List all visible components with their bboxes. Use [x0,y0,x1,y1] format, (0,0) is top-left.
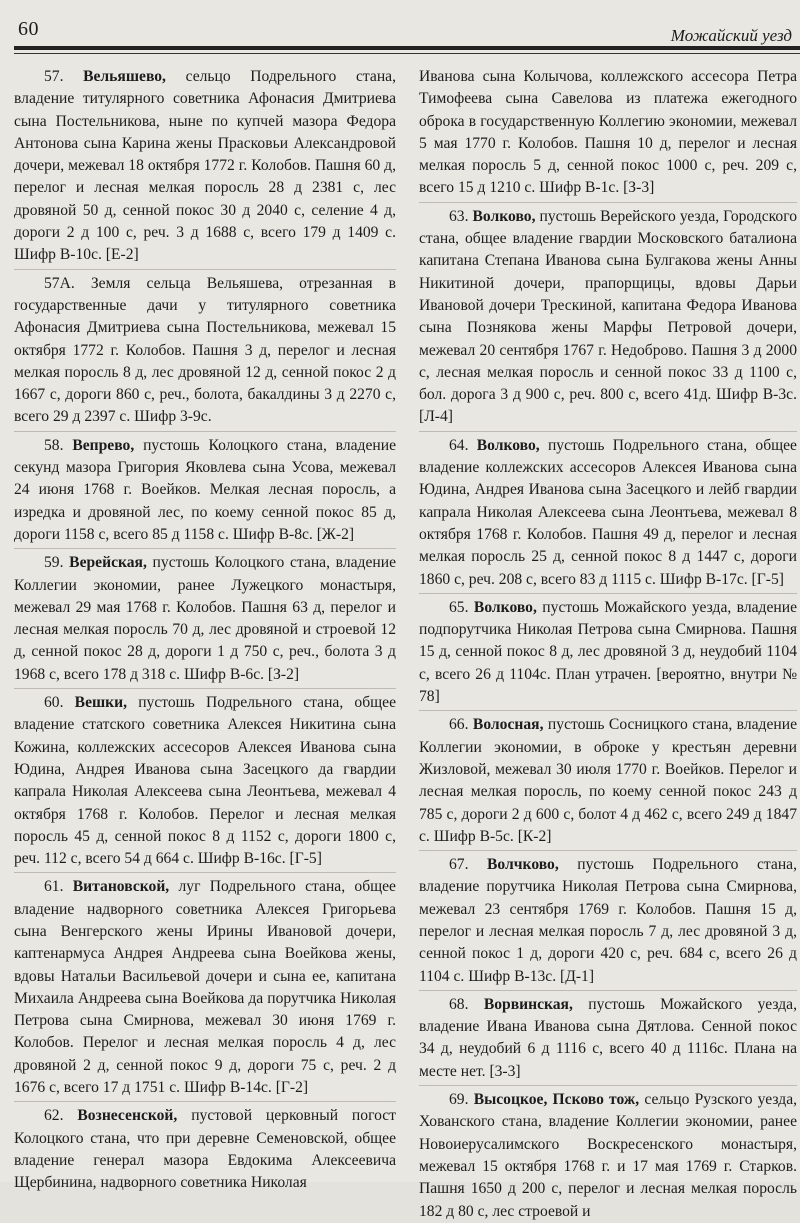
entry-number: 57. [44,68,64,85]
entry-text: пустошь Верейского уезда, Городского стана, общее владение гвардии Московского баталиона капитана Степана Иванова сына Булгакова жены Анны Никитиной дочери, прапорщицы, вдовы Дарьи Ивановой дочери Трескиной, капитана Федора Иванова сына Познякова жены Марфы Петровой дочери, межевал 20 сентября 1767 г. Недоброво. Пашня 3 д 2000 с, лесная мелкая поросль и сенной покос 33 д 1100 с, бол. дорога 3 д 900 с, реч. 800 с, всего 41д. Шифр В-3с. [Л-4] [419,207,798,426]
place-name: Ворвинская, [483,995,573,1013]
place-name: Вознесенской, [77,1107,178,1125]
place-name: Волково, [472,207,536,225]
catalog-entry [419,435,797,591]
entry-separator [14,688,396,689]
entry-separator [14,431,396,432]
entry-text: Земля сельца Вельяшева, отрезанная в государственные дачи у титулярного советника Афонасия Дмитриева сына Постельникова, межевал 15 октября 1772 г. Колобов. Пашня 3 д, перелог и лесная мелкая поросль 8 д, лес дровяной 12 д, сенной покос 2 д 1667 с, дороги 860 с, реч., болота, бакалдины 3 д 2270 с, всего 29 д 2397 с. Шифр 3-9с. [14,274,396,426]
entry-separator [14,548,396,549]
entry-separator [419,710,797,711]
entry-text: пустошь Подрельного стана, общее владение статского советника Алексея Никитина сына Кожина, коллежских ассесоров Алексея Иванова сына Юдина, Андрея Иванова сына Засецкого да гвардии капрала Николая Алексеева сына Леонтьева, межевал 4 октября 1768 г. Колобов. Перелог и лесная мелкая поросль 45 д, сенной покос 8 д 1152 с, дороги 1800 с, реч. 112 с, всего 54 д 664 с. Шифр В-16с. [Г-5] [14,694,396,868]
catalog-entry [14,692,396,870]
catalog-entry [14,273,396,429]
header-rule-thick [14,46,800,50]
entry-separator [419,1085,797,1086]
page-number: 60 [18,18,39,40]
entry-number: 64. [449,436,469,454]
entry-number: 67. [449,856,469,874]
left-column [14,66,396,1192]
catalog-entry [419,66,797,200]
entry-text: пустошь Сосницкого стана, владение Коллегии экономии, в оброке у крестьян деревни Жизловой, межевал 30 июля 1770 г. Воейков. Перелог и лесная мелкая поросль, по коему сенной покос 243 д 785 с, дороги 2 д 600 с, болот 4 д 462 с, всего 249 д 1847 с. Шифр В-5с. [К-2] [419,716,798,845]
catalog-entry [419,206,797,429]
catalog-entry [419,854,797,988]
place-name: Верейская, [69,554,147,572]
entry-text: пустошь Можайского уезда, владение подпорутчика Николая Петрова сына Смирнова. Пашня 15 д, сенной покос 8 д, лес дровяной 3 д, неудобий 1104 с, всего 26 д 1104с. План утрачен. [вероятно, внутри № 78] [419,598,798,706]
catalog-entry [419,994,797,1083]
entry-separator [14,269,396,270]
entry-text: пустошь Подрельного стана, владение порутчика Николая Петрова сына Смирнова, межевал 23 сентября 1769 г. Колобов. Пашня 15 д, перелог и лесная мелкая поросль 7 д, лес дровяной 3 д, сенной покос 1 д, дороги 420 с, реч. 684 с, всего 26 д 1104 с. Шифр В-13с. [Д-1] [419,856,797,985]
place-name: Волчково, [487,856,559,874]
catalog-entry [419,714,797,848]
entry-text: пустошь Колоцкого стана, владение Коллегии экономии, ранее Лужецкого монастыря, межевал 29 мая 1768 г. Колобов. Пашня 63 д, перелог и лесная мелкая поросль 70 д, лес дровяной и строевой 12 д, сенной покос 28 д, дороги 1 д 750 с, реч., болота 3 д 1968 с, всего 178 д 318 с. Шифр В-6с. [З-2] [14,554,396,683]
entry-separator [419,850,797,851]
entry-number: 60. [44,694,64,712]
catalog-entry [419,597,797,708]
entry-text: пустошь Можайского уезда, владение Ивана Иванова сына Дятлова. Сенной покос 34 д, неудобий 6 д 1116 с, всего 40 д 1116с. Плана на месте нет. [3-3] [419,995,798,1080]
entry-text: пустовой церковный погост Колоцкого стана, что при деревне Семеновской, общее владение генерал мазора Евдокима Алексеевича Щербинина, надворного советника Николая [14,1107,396,1192]
catalog-entry [14,552,396,686]
place-name: Вельяшево, [83,68,166,85]
entry-text: сельцо Подрельного стана, владение титулярного советника Афонасия Дмитриева сына Постельникова, ныне по купчей мазора Федора Антонова сына Карина жены Прасковьи Александровой дочери, межевал 18 октября 1772 г. Колобов. Пашня 60 д, перелог и лесная мелкая поросль 28 д 2381 с, лес дровяной 50 д, сенной покос 30 д 2040 с, селение 4 д, дороги 2 д 100 с, реч. 3 д 1688 с, всего 179 д 1409 с. Шифр В-10с. [Е-2] [14,68,396,264]
entry-number: 69. [449,1091,469,1109]
entry-separator [419,431,797,432]
entry-separator [419,593,797,594]
running-title: Можайский уезд [670,26,792,45]
catalog-entry [14,1105,396,1194]
entry-number: 57А. [44,274,75,292]
place-name: Волосная, [472,716,544,734]
entry-number: 63. [449,207,469,225]
page-header [0,0,800,62]
entry-text: сельцо Рузского уезда, Хованского стана, владение Коллегии экономии, ранее Новоиерусалимского Воскресенского монастыря, межевал 15 октября 1768 г. и 17 мая 1769 г. Старков. Пашня 1650 д 200 с, перелог и лесная мелкая поросль 182 д 80 с, лес строевой и [419,1091,798,1220]
catalog-entry [14,435,396,546]
catalog-entry [419,1089,797,1223]
header-rule-thin [14,53,800,54]
place-name: Высоцкое, Псково тож, [473,1091,640,1109]
entry-number: 61. [44,878,64,896]
entry-text: пустошь Подрельного стана, общее владение коллежских ассесоров Алексея Иванова сына Юдина, Андрея Иванова сына Засецкого и лейб гвардии капрала Николая Алексеева сына Леонтьева, межевал 8 октября 1768 г. Колобов. Пашня 49 д, перелог и лесная мелкая поросль 25 д, сенной покос 8 д 1447 с, дороги 1860 с, реч. 208 с, всего 83 д 1115 с. Шифр В-17с. [Г-5] [419,436,797,588]
entry-number: 68. [449,995,469,1013]
entry-separator [419,202,797,203]
entry-text: Иванова сына Колычова, коллежского ассесора Петра Тимофеева сына Савелова из платежа ежегодного оброка в государственную Коллегию экономии, межевал 5 мая 1770 г. Колобов. Пашня 10 д, перелог и лесная мелкая поросль 5 д, сенной покос 1000 с, реч. 209 с, всего 15 д 1210 с. Шифр В-1с. [З-3] [419,68,797,197]
entry-text: пустошь Колоцкого стана, владение секунд мазора Григория Яковлева сына Усова, межевал 24 июня 1768 г. Воейков. Мелкая лесная поросль, а изредка и дровяной лес, по коему сенной покос 85 д, дороги 1158 с, всего 85 д 1158 с. Шифр В-8с. [Ж-2] [14,436,396,543]
place-name: Вепрево, [72,436,135,454]
right-column [419,66,798,1220]
entry-separator [419,990,797,991]
entry-number: 58. [44,436,64,454]
place-name: Вешки, [74,694,128,712]
entry-number: 66. [449,716,469,734]
entry-number: 59. [44,554,64,572]
entry-text: луг Подрельного стана, общее владение надворного советника Алексея Григорьева сына Венгерского жены Ирины Ивановой дочери, каптенармуса Андрея Андреева сына Воейкова жены, вдовы Натальи Васильевой дочери и сына ее, капитана Михаила Андреева сына Воейкова да порутчика Николая Петрова сына Смирнова, межевал 30 июня 1769 г. Колобов. Перелог и лесная мелкая поросль 4 д, лес дровяной 2 д, сенной покос 9 д, дороги 75 с, реч. 2 д 1676 с, всего 17 д 1751 с. Шифр В-14с. [Г-2] [14,878,396,1097]
entry-number: 62. [44,1107,64,1125]
place-name: Витановской, [72,878,170,896]
entry-separator [14,1101,396,1102]
entry-number: 65. [449,598,469,616]
catalog-entry [14,876,396,1099]
place-name: Волково, [476,436,540,454]
entry-separator [14,872,396,873]
place-name: Волково, [473,598,537,616]
catalog-entry [14,66,396,267]
